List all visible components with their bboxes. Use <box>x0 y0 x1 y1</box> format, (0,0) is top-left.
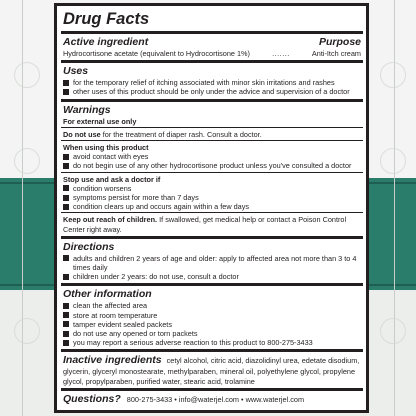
keep-out-text: If swallowed, get medical help or contact a Poison Control Center right away. <box>63 215 347 234</box>
watermark-seal-icon <box>380 318 406 344</box>
questions-heading: Questions? <box>63 392 121 405</box>
active-ingredient-heading: Active ingredient <box>63 36 149 48</box>
list-item: store at room temperature <box>63 311 361 320</box>
bullet-square-icon <box>63 204 69 210</box>
inactive-ingredients-block <box>63 354 361 385</box>
list-item: adults and children 2 years of age and older: apply to affected area not more than 3 to 4 times daily <box>63 254 361 272</box>
do-not-use-label: Do not use <box>63 129 101 139</box>
watermark-seal-icon <box>14 62 40 88</box>
directions-heading: Directions <box>63 240 115 253</box>
section-divider <box>61 388 363 391</box>
bullet-square-icon <box>63 274 69 280</box>
bullet-square-icon <box>63 255 69 261</box>
bullet-square-icon <box>63 303 69 309</box>
watermark-seal-icon <box>380 62 406 88</box>
list-item: do not use any opened or torn packets <box>63 329 361 338</box>
questions-phone: 800-275-3433 <box>126 394 173 404</box>
keep-out-label: Keep out reach of children. <box>63 215 158 225</box>
questions-website: www.waterjel.com <box>245 394 305 404</box>
do-not-use-row <box>63 130 361 139</box>
purpose-heading: Purpose <box>318 36 361 48</box>
questions-row <box>63 393 361 406</box>
bullet-square-icon <box>63 163 69 169</box>
bullet-square-icon <box>63 312 69 318</box>
list-item: for the temporary relief of itching associated with minor skin irritations and rashes <box>63 78 361 87</box>
list-item: do not begin use of any other hydrocortisone product unless you've consulted a doctor <box>63 161 361 170</box>
list-item: children under 2 years: do not use, consult a doctor <box>63 272 361 281</box>
separator-dot: • <box>174 394 177 404</box>
watermark-seal-icon <box>380 148 406 174</box>
list-item: symptoms persist for more than 7 days <box>63 193 361 202</box>
bullet-square-icon <box>63 185 69 191</box>
questions-email: info@waterjel.com <box>178 394 240 404</box>
active-ingredient-text: Hydrocortisone acetate (equivalent to Hydrocortisone 1%) <box>63 49 250 58</box>
stop-use-heading: Stop use and ask a doctor if <box>63 174 161 184</box>
subsection-divider <box>61 172 363 173</box>
when-using-heading: When using this product <box>63 143 149 153</box>
subsection-divider <box>61 140 363 141</box>
active-ingredient-header <box>63 34 361 49</box>
section-divider <box>61 99 363 102</box>
watermark-seal-icon <box>14 318 40 344</box>
bullet-square-icon <box>63 331 69 337</box>
watermark-seal-icon <box>14 148 40 174</box>
bullet-square-icon <box>63 89 69 95</box>
section-divider <box>61 60 363 63</box>
list-item: condition clears up and occurs again within a few days <box>63 202 361 211</box>
section-divider <box>61 283 363 286</box>
keep-out-row <box>63 215 361 233</box>
other-information-heading: Other information <box>63 288 152 301</box>
active-ingredient-row <box>63 49 361 58</box>
section-divider <box>61 236 363 239</box>
do-not-use-text: for the treatment of diaper rash. Consult a doctor. <box>102 129 262 139</box>
inactive-ingredients-heading: Inactive ingredients <box>63 354 162 367</box>
drug-facts-title: Drug Facts <box>63 10 150 28</box>
list-item: tamper evident sealed packets <box>63 320 361 329</box>
leader-dots: ....... <box>272 49 290 58</box>
bullet-square-icon <box>63 340 69 346</box>
external-use-text: For external use only <box>63 116 137 126</box>
list-item: condition worsens <box>63 184 361 193</box>
list-item: avoid contact with eyes <box>63 152 361 161</box>
drug-facts-label <box>54 3 369 413</box>
section-divider <box>61 349 363 352</box>
separator-dot: • <box>241 394 244 404</box>
bullet-square-icon <box>63 195 69 201</box>
bullet-square-icon <box>63 80 69 86</box>
inactive-ingredients-text: cetyl alcohol, citric acid, diazolidinyl urea, edetate disodium, glycerin, glyceryl monostearate, methylparaben, mineral oil, polyethylene glycol, propylene glycol, propylparaben, purified water, stearic acid, trolamine <box>63 356 360 386</box>
list-item: you may report a serious adverse reaction to this product to 800-275-3433 <box>63 338 361 347</box>
subsection-divider <box>61 127 363 128</box>
uses-heading: Uses <box>63 65 89 78</box>
bullet-square-icon <box>63 154 69 160</box>
warnings-heading: Warnings <box>63 103 111 116</box>
list-item: clean the affected area <box>63 301 361 310</box>
list-item: other uses of this product should be only under the advice and supervision of a doctor <box>63 87 361 96</box>
subsection-divider <box>61 212 363 213</box>
purpose-text: Anti-Itch cream <box>311 49 361 58</box>
bullet-square-icon <box>63 321 69 327</box>
